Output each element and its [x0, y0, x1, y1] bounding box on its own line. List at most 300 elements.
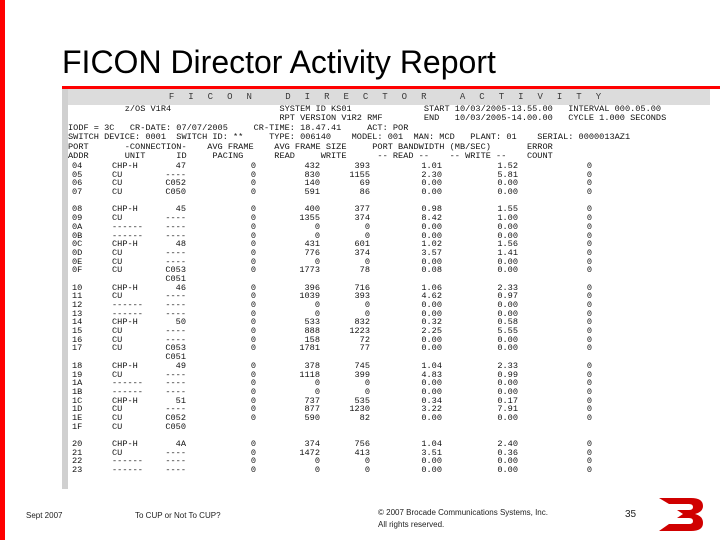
cell-port: 1C: [72, 395, 83, 406]
cell-port: 1D: [72, 404, 83, 415]
cell-pacing: 0: [250, 282, 256, 293]
cell-write: 377: [354, 204, 370, 215]
report-table: [68, 162, 710, 475]
cell-pacing: 0: [250, 326, 256, 337]
cell-id: C052: [165, 178, 186, 189]
cell-bwrite: 1.00: [497, 213, 518, 224]
cell-port: 1A: [72, 378, 83, 389]
cell-err: 0: [586, 221, 592, 232]
table-row: [68, 266, 710, 275]
cell-read: 0: [314, 230, 320, 241]
cell-write: 86: [359, 187, 370, 198]
cell-bread: 0.08: [421, 265, 442, 276]
cell-id: ----: [165, 169, 186, 180]
cell-bread: 0.34: [421, 395, 442, 406]
cell-port: 11: [72, 291, 83, 302]
cell-id: 51: [175, 395, 186, 406]
cell-read: 0: [314, 465, 320, 476]
footer-copyright: [378, 507, 548, 531]
table-row: [68, 457, 710, 466]
cell-unit: CHP-H: [112, 161, 138, 171]
cell-port: 0C: [72, 239, 83, 250]
table-row: [68, 171, 710, 180]
cell-write: 745: [354, 360, 370, 371]
table-row: [68, 284, 710, 293]
cell-bwrite: 0.00: [497, 378, 518, 389]
cell-id: ----: [165, 447, 186, 458]
cell-pacing: 0: [250, 343, 256, 354]
cell-bwrite: 0.00: [497, 308, 518, 319]
cell-bread: 3.51: [421, 447, 442, 458]
cell-pacing: 0: [250, 395, 256, 406]
cell-port: 06: [72, 178, 83, 189]
cell-bwrite: 5.81: [497, 169, 518, 180]
cell-err: 0: [586, 178, 592, 189]
cell-port: 14: [72, 317, 83, 328]
table-row: [68, 344, 710, 353]
accent-bar: [0, 0, 5, 540]
cell-bwrite: 1.56: [497, 239, 518, 250]
cell-write: 0: [364, 230, 370, 241]
cell-err: 0: [586, 300, 592, 310]
cell-unit: CU: [112, 291, 123, 302]
cell-id: C051: [165, 273, 186, 284]
cell-bwrite: 0.00: [497, 465, 518, 476]
cell-err: 0: [586, 317, 592, 328]
cell-read: 374: [304, 439, 320, 449]
cell-unit: CU: [112, 213, 123, 224]
cell-unit: CU: [112, 369, 123, 380]
cell-err: 0: [586, 265, 592, 276]
copyright-line-2: All rights reserved.: [378, 520, 445, 529]
table-row: [68, 397, 710, 406]
cell-err: 0: [586, 369, 592, 380]
cell-err: 0: [586, 239, 592, 250]
cell-err: 0: [586, 204, 592, 215]
cell-unit: CU: [112, 187, 123, 198]
cell-unit: CU: [112, 326, 123, 337]
activity-report-image: [62, 89, 710, 489]
cell-pacing: 0: [250, 447, 256, 458]
cell-read: 140: [304, 178, 320, 189]
cell-port: 10: [72, 282, 83, 293]
cell-unit: CU: [112, 178, 123, 189]
cell-pacing: 0: [250, 456, 256, 467]
table-row-gap: [68, 431, 710, 440]
cell-port: 13: [72, 308, 83, 319]
cell-read: 877: [304, 404, 320, 415]
table-row: [68, 223, 710, 232]
table-row: [68, 388, 710, 397]
cell-read: 0: [314, 386, 320, 397]
cell-bwrite: 0.00: [497, 334, 518, 345]
cell-read: 432: [304, 161, 320, 171]
table-row: [68, 232, 710, 241]
cell-bwrite: 0.00: [497, 300, 518, 310]
cell-bread: 0.00: [421, 412, 442, 423]
table-row: [68, 205, 710, 214]
table-row-gap: [68, 197, 710, 206]
cell-write: 1223: [349, 326, 370, 337]
cell-port: 08: [72, 204, 83, 215]
cell-unit: CU: [112, 412, 123, 423]
cell-err: 0: [586, 247, 592, 258]
cell-unit: CHP-H: [112, 395, 138, 406]
table-row: [68, 362, 710, 371]
cell-id: ----: [165, 213, 186, 224]
cell-err: 0: [586, 161, 592, 171]
cell-unit: CU: [112, 334, 123, 345]
cell-id: ----: [165, 300, 186, 310]
cell-unit: CU: [112, 343, 123, 354]
brocade-logo-icon: [655, 494, 707, 534]
cell-pacing: 0: [250, 204, 256, 215]
cell-id: ----: [165, 230, 186, 241]
cell-id: ----: [165, 386, 186, 397]
cell-err: 0: [586, 334, 592, 345]
cell-bwrite: 0.00: [497, 221, 518, 232]
cell-id: ----: [165, 378, 186, 389]
copyright-line-1: © 2007 Brocade Communications Systems, Inc.: [378, 508, 548, 517]
cell-pacing: 0: [250, 404, 256, 415]
cell-bread: 1.02: [421, 239, 442, 250]
cell-read: 1118: [299, 369, 320, 380]
cell-write: 399: [354, 369, 370, 380]
cell-write: 756: [354, 439, 370, 449]
cell-id: ----: [165, 221, 186, 232]
cell-err: 0: [586, 439, 592, 449]
table-row: [68, 258, 710, 267]
cell-read: 158: [304, 334, 320, 345]
cell-id: ----: [165, 291, 186, 302]
cell-write: 413: [354, 447, 370, 458]
cell-bread: 0.00: [421, 308, 442, 319]
cell-read: 396: [304, 282, 320, 293]
cell-err: 0: [586, 404, 592, 415]
cell-unit: ------: [112, 456, 143, 467]
cell-id: ----: [165, 247, 186, 258]
cell-bwrite: 2.40: [497, 439, 518, 449]
cell-read: 1039: [299, 291, 320, 302]
cell-read: 1355: [299, 213, 320, 224]
cell-write: 69: [359, 178, 370, 189]
cell-port: 07: [72, 187, 83, 198]
cell-unit: ------: [112, 308, 143, 319]
cell-port: 19: [72, 369, 83, 380]
cell-id: 45: [175, 204, 186, 215]
cell-bread: 2.30: [421, 169, 442, 180]
report-meta-line: PORT -CONNECTION- AVG FRAME AVG FRAME SIZE PORT BANDWIDTH (MB/SEC) ERROR: [68, 141, 553, 152]
cell-err: 0: [586, 360, 592, 371]
cell-write: 0: [364, 221, 370, 232]
cell-write: 393: [354, 291, 370, 302]
cell-port: 05: [72, 169, 83, 180]
report-meta-line: ADDR UNIT ID PACING READ WRITE -- READ -- -- WRITE -- COUNT: [68, 150, 553, 161]
cell-err: 0: [586, 456, 592, 467]
cell-err: 0: [586, 256, 592, 267]
cell-unit: CHP-H: [112, 317, 138, 328]
cell-unit: ------: [112, 386, 143, 397]
cell-bwrite: 1.55: [497, 204, 518, 215]
cell-pacing: 0: [250, 308, 256, 319]
cell-pacing: 0: [250, 161, 256, 171]
cell-write: 832: [354, 317, 370, 328]
cell-bwrite: 1.41: [497, 247, 518, 258]
cell-unit: ------: [112, 300, 143, 310]
cell-write: 1230: [349, 404, 370, 415]
cell-bread: 4.62: [421, 291, 442, 302]
cell-bread: 0.00: [421, 456, 442, 467]
table-row: [68, 249, 710, 258]
cell-bwrite: 2.33: [497, 360, 518, 371]
cell-bwrite: 2.33: [497, 282, 518, 293]
cell-read: 0: [314, 221, 320, 232]
cell-pacing: 0: [250, 386, 256, 397]
cell-bread: 0.00: [421, 178, 442, 189]
cell-port: 20: [72, 439, 83, 449]
cell-pacing: 0: [250, 465, 256, 476]
cell-err: 0: [586, 343, 592, 354]
cell-err: 0: [586, 308, 592, 319]
cell-read: 591: [304, 187, 320, 198]
report-meta: [68, 105, 710, 161]
cell-pacing: 0: [250, 187, 256, 198]
cell-read: 0: [314, 378, 320, 389]
cell-port: 09: [72, 213, 83, 224]
cell-id: ----: [165, 369, 186, 380]
cell-bread: 0.00: [421, 386, 442, 397]
cell-err: 0: [586, 378, 592, 389]
cell-pacing: 0: [250, 213, 256, 224]
cell-read: 830: [304, 169, 320, 180]
table-row: [68, 371, 710, 380]
cell-unit: CHP-H: [112, 239, 138, 250]
table-row: [68, 440, 710, 449]
cell-id: ----: [165, 326, 186, 337]
cell-id: 46: [175, 282, 186, 293]
cell-pacing: 0: [250, 247, 256, 258]
report-meta-line: SWITCH DEVICE: 0001 SWITCH ID: ** TYPE: 006140 MODEL: 001 MAN: MCD PLANT: 01 SERIAL: 0000013AZ1: [68, 132, 631, 143]
cell-port: 0B: [72, 230, 83, 241]
cell-write: 0: [364, 256, 370, 267]
footer-date: Sept 2007: [26, 511, 63, 520]
cell-write: 0: [364, 378, 370, 389]
cell-pacing: 0: [250, 291, 256, 302]
cell-err: 0: [586, 412, 592, 423]
cell-bwrite: 0.36: [497, 447, 518, 458]
cell-id: ----: [165, 334, 186, 345]
cell-err: 0: [586, 395, 592, 406]
cell-bread: 0.00: [421, 221, 442, 232]
cell-err: 0: [586, 187, 592, 198]
page-number: 35: [625, 509, 637, 520]
cell-port: 1E: [72, 412, 83, 423]
cell-id: C050: [165, 187, 186, 198]
cell-id: 48: [175, 239, 186, 250]
cell-write: 0: [364, 465, 370, 476]
table-row: [68, 301, 710, 310]
cell-bwrite: 0.99: [497, 369, 518, 380]
slide-title: FICON Director Activity Report: [62, 44, 496, 80]
cell-read: 590: [304, 412, 320, 423]
cell-port: 1F: [72, 421, 83, 432]
cell-port: 0F: [72, 265, 83, 276]
cell-bwrite: 0.17: [497, 395, 518, 406]
cell-bread: 3.57: [421, 247, 442, 258]
cell-pacing: 0: [250, 334, 256, 345]
cell-bread: 0.00: [421, 343, 442, 354]
table-row: [68, 405, 710, 414]
cell-unit: CU: [112, 247, 123, 258]
cell-read: 533: [304, 317, 320, 328]
table-row: [68, 275, 710, 284]
cell-bwrite: 7.91: [497, 404, 518, 415]
cell-port: 0E: [72, 256, 83, 267]
cell-bwrite: 0.00: [497, 343, 518, 354]
cell-bwrite: 0.00: [497, 412, 518, 423]
cell-bwrite: 0.00: [497, 456, 518, 467]
cell-pacing: 0: [250, 239, 256, 250]
cell-unit: ------: [112, 378, 143, 389]
cell-read: 1773: [299, 265, 320, 276]
cell-write: 535: [354, 395, 370, 406]
cell-write: 72: [359, 334, 370, 345]
cell-bread: 0.32: [421, 317, 442, 328]
cell-id: ----: [165, 404, 186, 415]
cell-bread: 0.00: [421, 334, 442, 345]
cell-pacing: 0: [250, 221, 256, 232]
cell-err: 0: [586, 326, 592, 337]
cell-bread: 0.00: [421, 256, 442, 267]
cell-err: 0: [586, 230, 592, 241]
cell-unit: CU: [112, 169, 123, 180]
footer-presentation-title: To CUP or Not To CUP?: [135, 511, 221, 520]
report-meta-line: IODF = 3C CR-DATE: 07/07/2005 CR-TIME: 18.47.41 ACT: POR: [68, 122, 409, 133]
cell-err: 0: [586, 447, 592, 458]
cell-write: 78: [359, 265, 370, 276]
cell-unit: CU: [112, 265, 123, 276]
cell-err: 0: [586, 465, 592, 476]
cell-read: 0: [314, 308, 320, 319]
cell-port: 22: [72, 456, 83, 467]
cell-write: 0: [364, 456, 370, 467]
cell-read: 1781: [299, 343, 320, 354]
cell-bread: 0.00: [421, 465, 442, 476]
cell-pacing: 0: [250, 178, 256, 189]
cell-bwrite: 0.00: [497, 230, 518, 241]
table-row: [68, 379, 710, 388]
table-row: [68, 449, 710, 458]
cell-pacing: 0: [250, 369, 256, 380]
cell-write: 393: [354, 161, 370, 171]
cell-bread: 3.22: [421, 404, 442, 415]
cell-port: 18: [72, 360, 83, 371]
table-row: [68, 240, 710, 249]
table-row: [68, 327, 710, 336]
cell-pacing: 0: [250, 169, 256, 180]
cell-unit: CHP-H: [112, 204, 138, 215]
cell-id: 47: [175, 161, 186, 171]
cell-id: C053: [165, 343, 186, 354]
cell-unit: CHP-H: [112, 282, 138, 293]
cell-err: 0: [586, 291, 592, 302]
cell-pacing: 0: [250, 317, 256, 328]
cell-unit: CHP-H: [112, 360, 138, 371]
cell-unit: CU: [112, 447, 123, 458]
report-banner: FICON DIRECTOR ACTIVITY: [68, 89, 710, 105]
cell-write: 374: [354, 247, 370, 258]
cell-id: 49: [175, 360, 186, 371]
table-row: [68, 318, 710, 327]
cell-read: 776: [304, 247, 320, 258]
cell-read: 888: [304, 326, 320, 337]
cell-pacing: 0: [250, 265, 256, 276]
slide-footer: [0, 496, 720, 540]
cell-port: 23: [72, 465, 83, 476]
cell-write: 0: [364, 308, 370, 319]
cell-read: 737: [304, 395, 320, 406]
cell-pacing: 0: [250, 300, 256, 310]
cell-pacing: 0: [250, 230, 256, 241]
cell-pacing: 0: [250, 412, 256, 423]
table-row: [68, 179, 710, 188]
cell-port: 17: [72, 343, 83, 354]
table-row: [68, 423, 710, 432]
cell-bwrite: 0.00: [497, 386, 518, 397]
cell-write: 77: [359, 343, 370, 354]
cell-read: 378: [304, 360, 320, 371]
cell-bread: 2.25: [421, 326, 442, 337]
cell-bread: 1.04: [421, 360, 442, 371]
cell-write: 716: [354, 282, 370, 293]
cell-id: 4A: [175, 439, 186, 449]
cell-unit: CU: [112, 404, 123, 415]
cell-id: ----: [165, 456, 186, 467]
cell-bread: 0.00: [421, 300, 442, 310]
cell-id: ----: [165, 308, 186, 319]
cell-read: 1472: [299, 447, 320, 458]
table-row: [68, 466, 710, 475]
cell-bread: 8.42: [421, 213, 442, 224]
cell-write: 0: [364, 300, 370, 310]
cell-port: 16: [72, 334, 83, 345]
cell-err: 0: [586, 386, 592, 397]
cell-write: 0: [364, 386, 370, 397]
cell-bwrite: 0.97: [497, 291, 518, 302]
cell-port: 0A: [72, 221, 83, 232]
cell-bread: 1.01: [421, 161, 442, 171]
cell-id: C052: [165, 412, 186, 423]
cell-bread: 0.00: [421, 378, 442, 389]
cell-port: 0D: [72, 247, 83, 258]
cell-port: 1B: [72, 386, 83, 397]
cell-write: 1155: [349, 169, 370, 180]
table-row: [68, 336, 710, 345]
table-row: [68, 188, 710, 197]
cell-unit: ------: [112, 465, 143, 476]
cell-bread: 0.00: [421, 187, 442, 198]
table-row: [68, 214, 710, 223]
cell-bwrite: 0.00: [497, 187, 518, 198]
cell-port: 15: [72, 326, 83, 337]
cell-err: 0: [586, 169, 592, 180]
cell-pacing: 0: [250, 439, 256, 449]
cell-pacing: 0: [250, 378, 256, 389]
cell-bread: 0.98: [421, 204, 442, 215]
cell-read: 0: [314, 300, 320, 310]
cell-unit: ------: [112, 230, 143, 241]
table-row: [68, 353, 710, 362]
